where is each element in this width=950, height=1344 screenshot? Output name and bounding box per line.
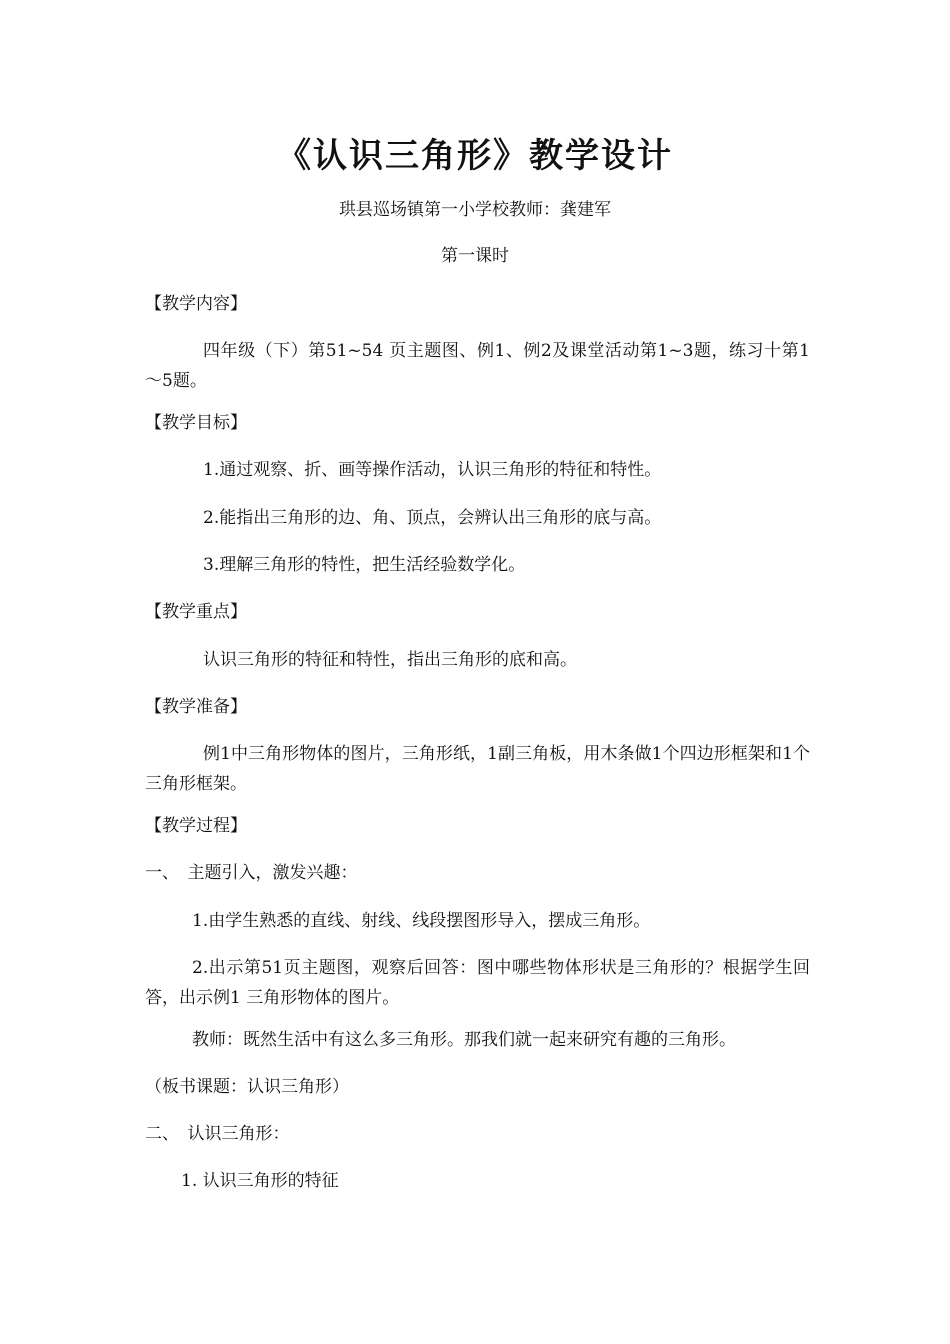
author-line: 珙县巡场镇第一小学校教师：龚建军 [339,200,611,220]
goal-item-2: 2.能指出三角形的边、角、顶点，会辨认出三角形的底与高。 [203,508,662,528]
section-heading-goals: 【教学目标】 [145,413,247,433]
section-heading-content: 【教学内容】 [145,294,247,314]
part2-heading: 二、 认识三角形： [145,1124,290,1144]
section-heading-process: 【教学过程】 [145,816,247,836]
part1-teacher-line: 教师：既然生活中有这么多三角形。那我们就一起来研究有趣的三角形。 [192,1030,736,1050]
part2-item-1: 1. 认识三角形的特征 [181,1171,339,1191]
prep-paragraph: 例1中三角形物体的图片，三角形纸，1副三角板，用木条做1个四边形框架和1个三角形框架。 [145,744,810,794]
part1-item-2: 2.出示第51页主题图，观察后回答：图中哪些物体形状是三角形的？根据学生回答，出示例1 三角形物体的图片。 [145,958,810,1008]
section-heading-focus: 【教学重点】 [145,602,247,622]
goal-item-1: 1.通过观察、折、画等操作活动，认识三角形的特征和特性。 [203,460,662,480]
part1-item-1: 1.由学生熟悉的直线、射线、线段摆图形导入，摆成三角形。 [192,911,651,931]
part1-board-note: （板书课题：认识三角形） [145,1077,349,1097]
content-paragraph: 四年级（下）第51~54 页主题图、例1、例2及课堂活动第1~3题，练习十第1～5题。 [145,341,810,391]
focus-paragraph: 认识三角形的特征和特性，指出三角形的底和高。 [203,650,577,670]
goal-item-3: 3.理解三角形的特性，把生活经验数学化。 [203,555,526,575]
document-title: 《认识三角形》教学设计 [277,136,673,176]
session-label: 第一课时 [441,246,509,266]
section-heading-prep: 【教学准备】 [145,697,247,717]
part1-heading: 一、 主题引入，激发兴趣： [145,863,358,883]
